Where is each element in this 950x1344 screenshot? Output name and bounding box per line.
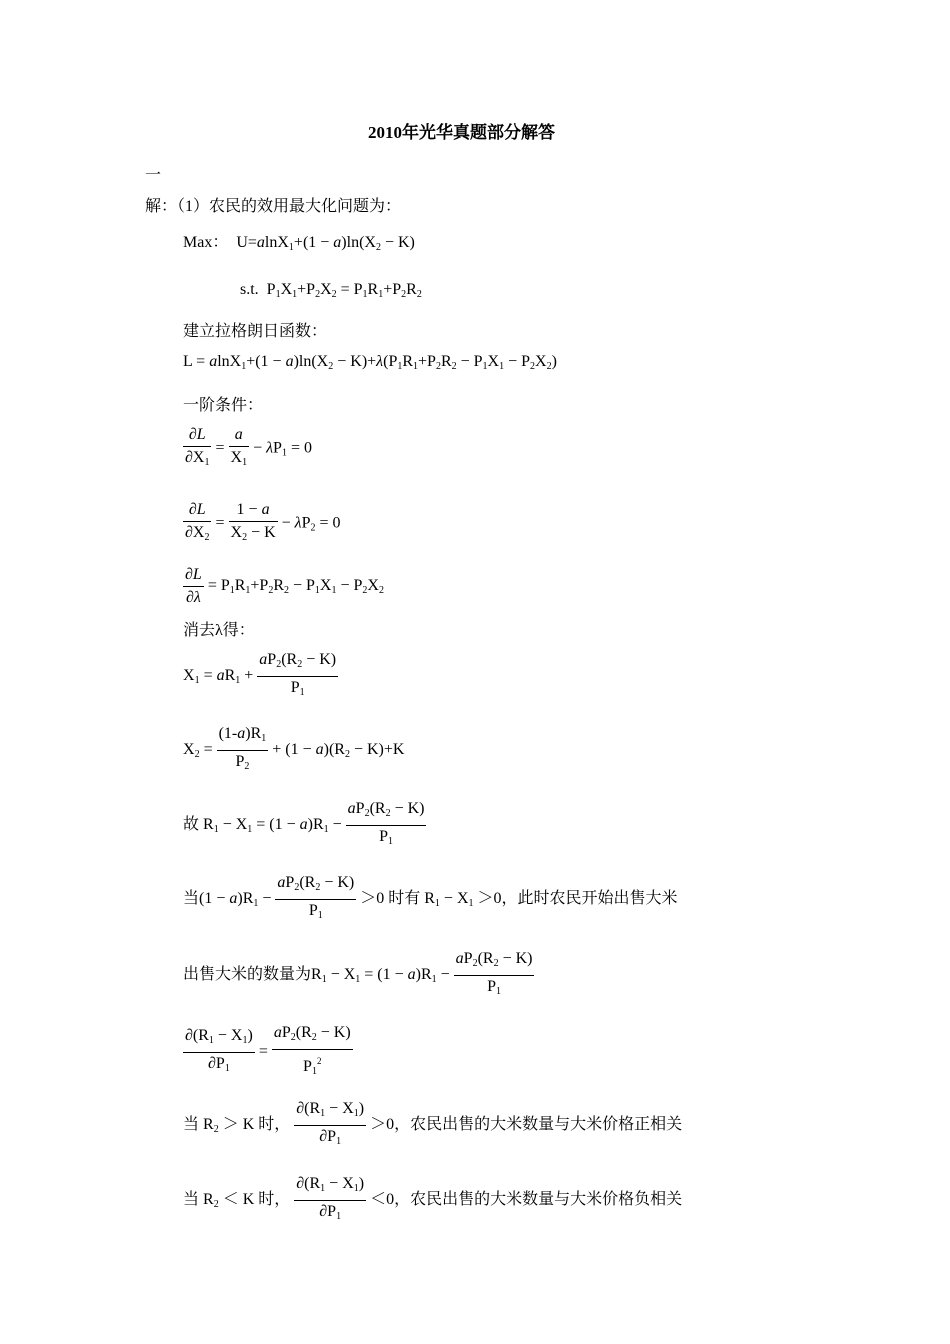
- solution-x2: $X_2$ = $\frac{(1-a)R_1}{P_2}$ + $(1 - a)(R_2 - K)+K$: [183, 725, 405, 772]
- derivative-equation: $\frac{\partial(R_1 - X_1)}{\partial P_1}$ = $\frac{aP_2(R_2 - K)}{P_1^2}$: [185, 1024, 351, 1077]
- lagrange-function: $L = alnX_1+(1 - a)\ln(X_2 - K)+\lambda(P_1R_1+P_2R_2 - P_1X_1 - P_2X_2)$: [183, 353, 557, 372]
- intro-line: 解：（1）农民的效用最大化问题为：: [145, 198, 402, 215]
- objective-function: Max： $U=alnX_1+(1 - a)\ln(X_2 - K)$: [183, 234, 415, 253]
- eliminate-label: 消去λ得：: [183, 622, 255, 639]
- sell-amount: 出售大米的数量为$R_1 - X_1 = (1 - a)R_1$ − $\frac{aP_2(R_2 - K)}{P_1}$: [183, 950, 533, 997]
- dang-label-3: 当: [183, 1191, 200, 1209]
- dang-label-2: 当: [183, 1116, 200, 1134]
- surplus-equation: 故 $R_1 - X_1 = (1 - a)R_1$ − $\frac{aP_2(R_2 - K)}{P_1}$: [183, 800, 425, 847]
- when-label-2: 时，: [258, 1191, 291, 1209]
- foc-x2: $\frac{\partial L}{\partial X_2}$ = $\frac{1 - a}{X_2 - K}$ − $\lambda P_2 = 0$: [185, 501, 341, 543]
- foc-label: 一阶条件：: [183, 397, 264, 414]
- sell-amount-label: 出售大米的数量为: [183, 966, 312, 984]
- page-title: 2010年光华真题部分解答: [368, 123, 555, 142]
- negative-case: 当 $R_2 < K$ 时， $\frac{\partial(R_1 - X_1)}{\partial P_1}$ ＜0，农民出售的大米数量与大米价格负相关: [183, 1175, 683, 1222]
- solution-x1: $X_1 = aR_1$ + $\frac{aP_2(R_2 - K)}{P_1}$: [183, 651, 337, 698]
- when-label-1: 时，: [258, 1116, 291, 1134]
- foc-x1: $\frac{\partial L}{\partial X_1}$ = $\frac{a}{X_1}$ − $\lambda P_1 = 0$: [185, 426, 312, 468]
- st-label: s.t.: [240, 281, 259, 298]
- section-mark: 一: [145, 167, 162, 184]
- positive-relation: ，农民出售的大米数量与大米价格正相关: [394, 1116, 683, 1134]
- shi-you-label: 时有: [388, 890, 421, 908]
- max-label: Max：: [183, 234, 229, 251]
- sell-condition: 当$(1 - a)R_1$ − $\frac{aP_2(R_2 - K)}{P_1}$ ＞0 时有 $R_1 - X_1 >0$，此时农民开始出售大米: [183, 874, 678, 921]
- dang-label-1: 当: [183, 890, 200, 908]
- positive-case: 当 $R_2 > K$ 时， $\frac{\partial(R_1 - X_1)}{\partial P_1}$ ＞0，农民出售的大米数量与大米价格正相关: [183, 1100, 683, 1147]
- negative-relation: ，农民出售的大米数量与大米价格负相关: [394, 1191, 683, 1209]
- budget-constraint: s.t. $P_1X_1+P_2X_2 = P_1R_1+P_2R_2$: [240, 281, 422, 300]
- sell-conclusion: ，此时农民开始出售大米: [501, 890, 678, 908]
- foc-lambda: $\frac{\partial L}{\partial\lambda}$ = $P_1R_1+P_2R_2 - P_1X_1 - P_2X_2$: [185, 566, 384, 606]
- lagrange-label: 建立拉格朗日函数：: [183, 323, 328, 340]
- gu-label: 故: [183, 816, 200, 834]
